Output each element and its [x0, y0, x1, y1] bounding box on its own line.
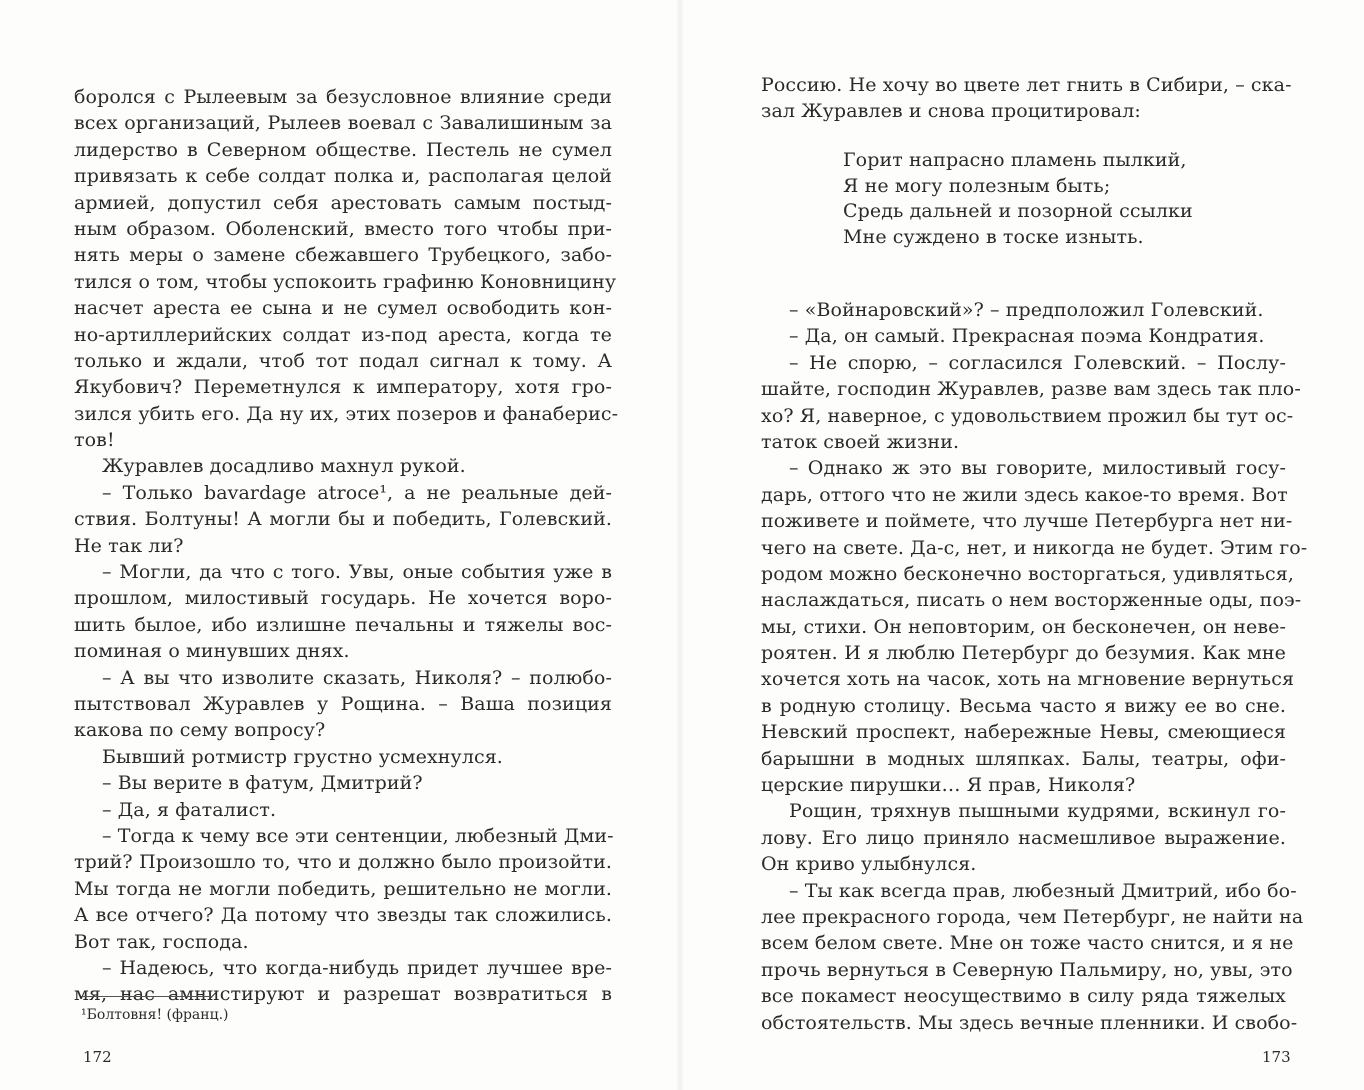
text-line: всех организаций, Рылеев воевал с Завалишиным за [74, 112, 612, 135]
text-line: – Однако ж это вы говорите, милостивый госу- [789, 457, 1286, 480]
right-page-text-top [761, 72, 1292, 125]
text-line: хочется хоть на часок, хоть на мгновение вернуться [761, 668, 1295, 691]
text-line: – «Войнаровский»? – предположил Голевский. [789, 299, 1264, 321]
text-line: всем белом свете. Мне он тоже часто снится, и я не [761, 932, 1294, 955]
text-line: – Ты как всегда прав, любезный Дмитрий, ибо бо- [789, 879, 1297, 902]
text-line: церские пирушки… Я прав, Николя? [761, 774, 1136, 797]
text-line: Не так ли? [74, 534, 184, 557]
text-line: таток своей жизни. [761, 430, 960, 453]
text-line: трий? Произошло то, что и должно было произойти. [74, 851, 612, 874]
text-line: тился о том, чтобы успокоить графиню Коновницину [74, 270, 617, 293]
footnote-divider [81, 996, 211, 997]
text-line: в родную столицу. Весьма часто я вижу ее во сне. [761, 694, 1286, 717]
verse-line: Средь дальней и позорной ссылки [843, 200, 1193, 222]
text-line: привязать к себе солдат полка и, располагая целой [74, 165, 612, 188]
text-line: мя, нас амнистируют и разрешат возвратиться в [74, 983, 612, 1006]
text-line: насчет ареста ее сына и не сумел освободить кон- [74, 297, 612, 320]
text-line: ным образом. Оболенский, вместо того чтобы при- [74, 217, 612, 240]
verse-line: Горит напрасно пламень пылкий, [843, 149, 1187, 171]
text-line: Вот так, господа. [74, 930, 249, 953]
text-line: Мы тогда не могли победить, решительно не могли. [74, 877, 612, 900]
text-line: только и ждали, чтоб тот подал сигнал к тому. А [74, 349, 612, 372]
text-line: – Не спорю, – согласился Голевский. – Послу- [789, 351, 1286, 374]
text-line: хо? Я, наверное, с удовольствием прожил бы тут ос- [761, 404, 1294, 427]
text-line: – Да, он самый. Прекрасная поэма Кондратия. [789, 325, 1265, 348]
text-line: – Вы верите в фатум, Дмитрий? [102, 772, 423, 795]
text-line: армией, допустил себя арестовать самым постыд- [74, 191, 612, 214]
verse-line: Я не могу полезным быть; [843, 174, 1111, 197]
text-line: – Только bavardage atroce¹, а не реальные дей- [102, 481, 612, 504]
text-line: зал Журавлев и снова процитировал: [761, 100, 1141, 123]
text-line: какова по сему вопросу? [74, 719, 326, 742]
text-line: – Могли, да что с того. Увы, оные события уже в [102, 561, 612, 584]
text-line: – А вы что изволите сказать, Николя? – полюбо- [102, 666, 612, 689]
text-line: нять меры о замене сбежавшего Трубецкого, забо- [74, 244, 612, 267]
page-number-left: 172 [83, 1048, 112, 1066]
text-line: прошлом, милостивый государь. Не хочется воро- [74, 587, 612, 610]
text-line: Журавлев досадливо махнул рукой. [102, 455, 466, 478]
text-line: наслаждаться, писать о нем восторженные оды, поэ- [761, 589, 1302, 612]
text-line: тов! [74, 429, 115, 452]
text-line: лову. Его лицо приняло насмешливое выражение. [761, 826, 1286, 849]
text-line: шить былое, ибо излишне печальны и тяжелы вос- [74, 613, 612, 636]
text-line: обстоятельств. Мы здесь вечные пленники. И свобо- [761, 1011, 1298, 1034]
text-line: мы, стихи. Он неповторим, он бесконечен, он неве- [761, 615, 1286, 638]
verse-quote [843, 148, 1243, 250]
text-line: зился убить его. Да ну их, этих позеров и фанаберис- [74, 402, 619, 425]
text-line: А все отчего? Да потому что звезды так сложились. [74, 904, 612, 927]
text-line: поминая о минувших днях. [74, 640, 350, 663]
text-line: чего на свете. Да-с, нет, и никогда не будет. Этим го- [761, 536, 1308, 559]
text-line: все покамест неосуществимо в силу ряда тяжелых [761, 985, 1286, 1008]
text-line: лее прекрасного города, чем Петербург, не найти на [761, 905, 1304, 928]
left-page-text [74, 84, 619, 1008]
text-line: Россию. Не хочу во цвете лет гнить в Сибири, – ска- [761, 74, 1292, 96]
text-line: лидерство в Северном обществе. Пестель не сумел [74, 138, 612, 161]
text-line: Рощин, тряхнув пышными кудрями, вскинул го- [789, 800, 1286, 823]
text-line: роятен. И я люблю Петербург до безумия. Как мне [761, 642, 1286, 665]
text-line: пытствовал Журавлев у Рощина. – Ваша позиция [74, 692, 612, 715]
text-line: Он криво улыбнулся. [761, 853, 977, 876]
text-line: Невский проспект, набережные Невы, смеющиеся [761, 721, 1286, 744]
text-line: родом можно бесконечно восторгаться, удивляться, [761, 562, 1294, 585]
footnote: ¹Болтовня! (франц.) [81, 1007, 229, 1023]
page-number-right: 173 [1262, 1048, 1291, 1066]
text-line: ствия. Болтуны! А могли бы и победить, Голевский. [74, 508, 612, 531]
text-line: – Тогда к чему все эти сентенции, любезный Дми- [102, 824, 614, 847]
text-line: поживете и поймете, что лучше Петербурга нет ни- [761, 510, 1293, 533]
verse-line: Мне суждено в тоске изныть. [843, 225, 1144, 248]
text-line: прочь вернуться в Северную Пальмиру, но, увы, это [761, 958, 1293, 981]
text-line: дарь, оттого что не жили здесь какое-то время. Вот [761, 483, 1288, 506]
text-line: – Да, я фаталист. [102, 798, 277, 821]
text-line: боролся с Рылеевым за безусловное влияние среди [74, 86, 612, 108]
text-line: – Надеюсь, что когда-нибудь придет лучшее вре- [102, 956, 612, 979]
text-line: Бывший ротмистр грустно усмехнулся. [102, 745, 503, 768]
text-line: шайте, господин Журавлев, разве вам здесь так пло- [761, 378, 1301, 401]
text-line: но-артиллерийских солдат из-под ареста, когда те [74, 323, 612, 346]
text-line: барышни в модных шляпках. Балы, театры, офи- [761, 747, 1286, 770]
text-line: Якубович? Переметнулся к императору, хотя гро- [74, 376, 612, 399]
right-page-text-bottom [761, 297, 1308, 1036]
